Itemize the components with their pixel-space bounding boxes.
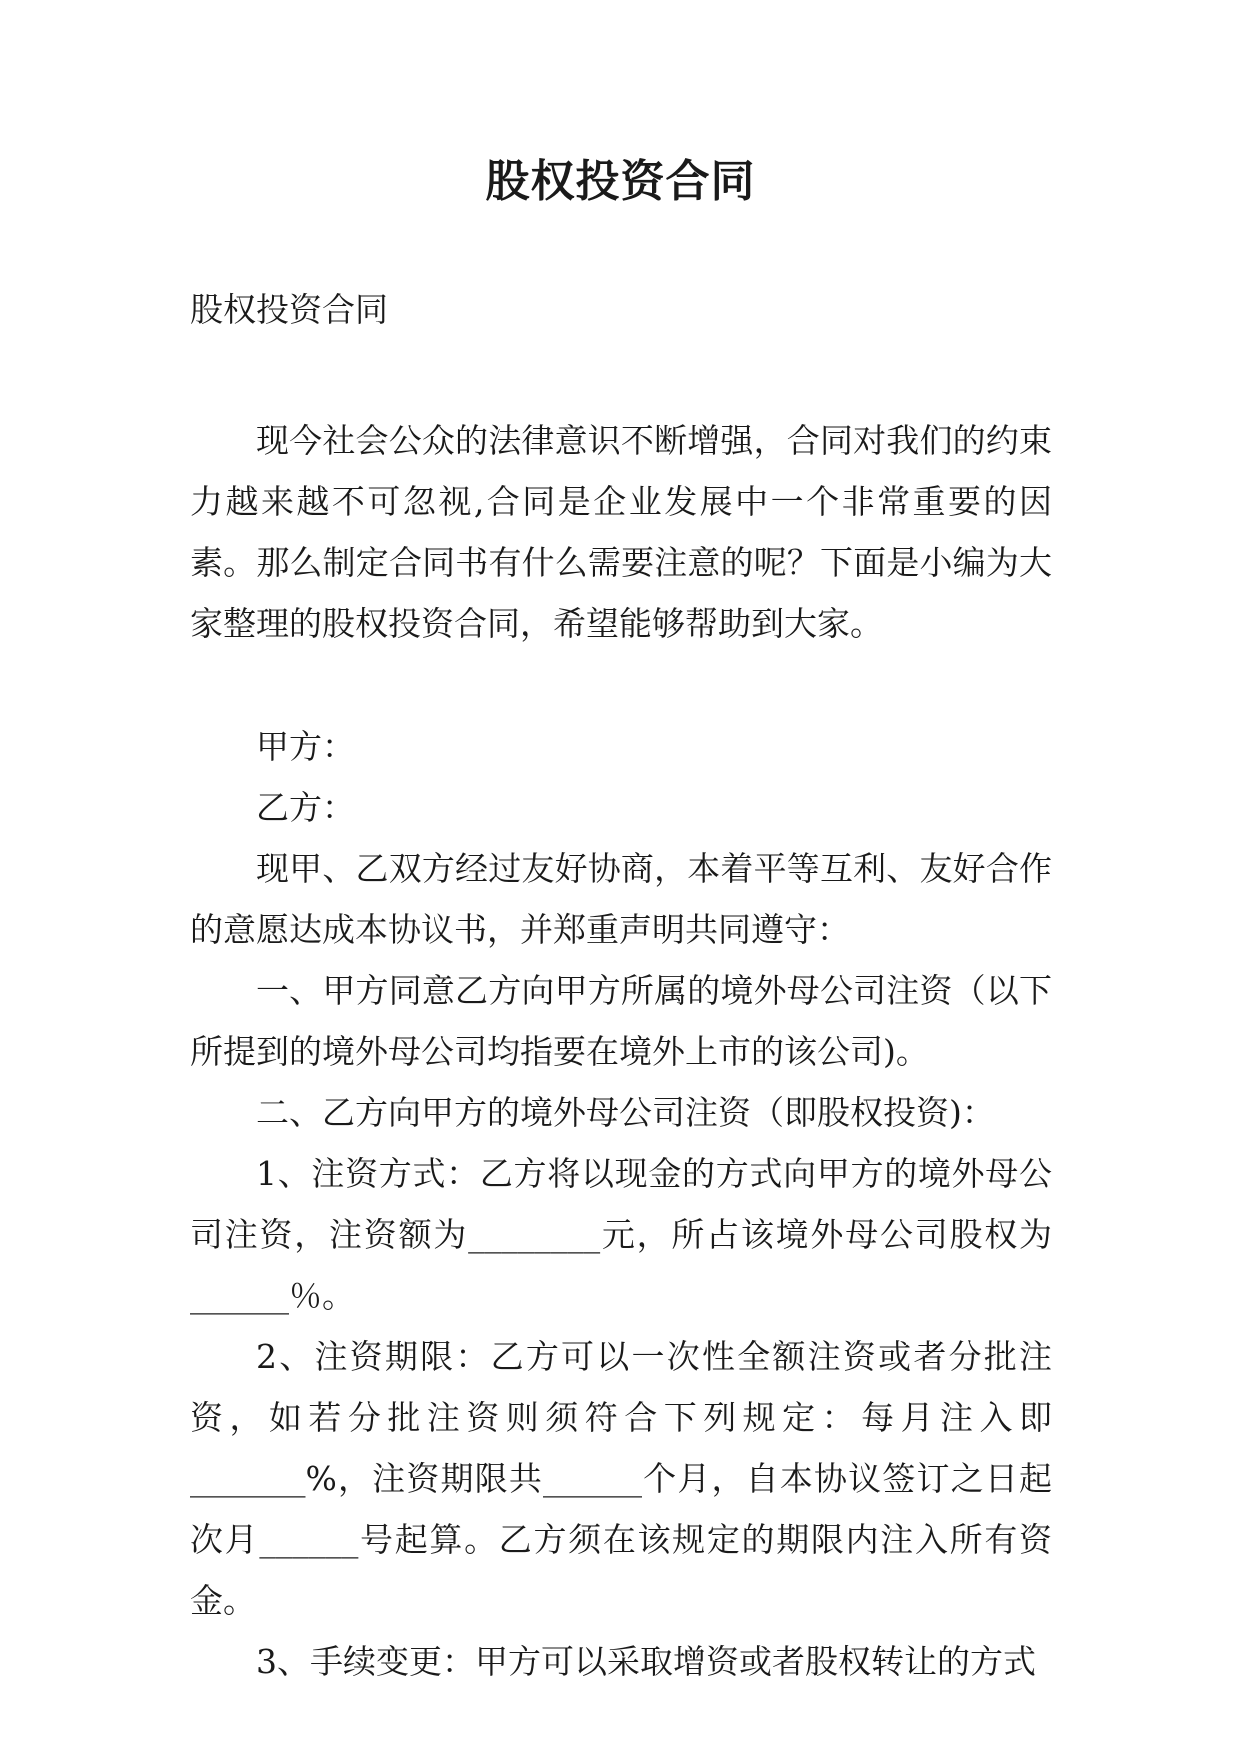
paragraph-gap xyxy=(190,654,1052,716)
agreement-preamble: 现甲、乙双方经过友好协商，本着平等互利、友好合作的意愿达成本协议书，并郑重声明共同遵守： xyxy=(190,849,1052,949)
document-body xyxy=(190,410,1052,1692)
clause-two-item-2: 2、注资期限：乙方可以一次性全额注资或者分批注资，如若分批注资则须符合下列规定：每月注入即_______%，注资期限共______个月，自本协议签订之日起次月______号起算。乙方须在该规定的期限内注入所有资金。 xyxy=(190,1337,1052,1620)
clause-two-item-3: 3、手续变更：甲方可以采取增资或者股权转让的方式 xyxy=(256,1642,1036,1681)
party-a-line: 甲方： xyxy=(256,727,355,766)
document-subtitle: 股权投资合同 xyxy=(190,290,388,329)
clause-one: 一、甲方同意乙方向甲方所属的境外母公司注资（以下所提到的境外母公司均指要在境外上市的该公司)。 xyxy=(190,971,1052,1071)
clause-two: 二、乙方向甲方的境外母公司注资（即股权投资)： xyxy=(256,1093,995,1132)
intro-paragraph: 现今社会公众的法律意识不断增强，合同对我们的约束力越来越不可忽视,合同是企业发展中一个非常重要的因素。那么制定合同书有什么需要注意的呢？下面是小编为大家整理的股权投资合同，希望能够帮助到大家。 xyxy=(190,421,1052,643)
party-b-line: 乙方： xyxy=(256,788,355,827)
clause-two-item-1: 1、注资方式：乙方将以现金的方式向甲方的境外母公司注资，注资额为________元，所占该境外母公司股权为______％。 xyxy=(190,1154,1052,1315)
document-title: 股权投资合同 xyxy=(485,156,756,207)
